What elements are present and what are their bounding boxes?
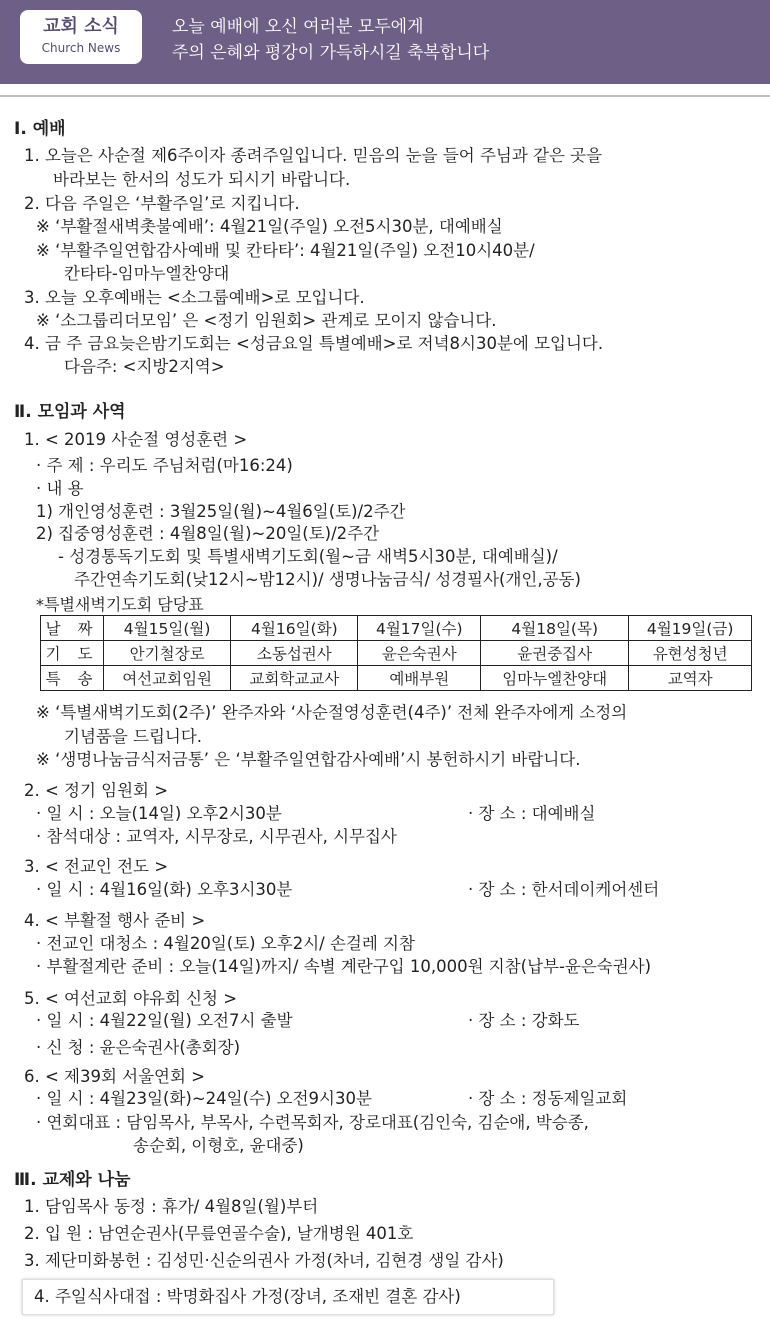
worship-item-2-note-2: ※ ‘부활주일연합감사예배 및 칸타타’: 4월21일(주일) 오전10시40분/ [36, 241, 535, 260]
badge-subtitle: Church News [41, 41, 121, 55]
worship-item-2-note-1: ※ ‘부활절새벽촛불예배’: 4월21일(주일) 오전5시30분, 대예배실 [36, 217, 503, 236]
gathering-note-1-cont: 기념품을 드립니다. [64, 727, 203, 746]
worship-item-1-cont: 바라보는 한서의 성도가 되시기 바랍니다. [53, 170, 351, 189]
fellowship-item-4: 4. 주일식사대접 : 박명화집사 가정(장녀, 조재빈 결혼 감사) [34, 1287, 461, 1306]
gathering-2-place: · 장 소 : 대예배실 [468, 804, 596, 823]
gathering-2-title: 2. < 정기 임원회 > [24, 781, 169, 800]
table-cell: 4월17일(수) [358, 616, 481, 641]
worship-item-4: 4. 금 주 금요늦은밤기도회는 <성금요일 특별예배>로 저녁8시30분에 모입니다. [24, 334, 604, 353]
gathering-4-item-b: · 부활절계란 준비 : 오늘(14일)까지/ 속별 계란구입 10,000원 지참(납부-윤은숙권사) [36, 957, 652, 976]
gathering-6-place: · 장 소 : 정동제일교회 [468, 1089, 628, 1108]
worship-item-4-cont: 다음주: <지방2지역> [64, 357, 225, 376]
table-cell: 임마누엘찬양대 [481, 666, 629, 691]
table-cell: 윤은숙권사 [358, 641, 481, 666]
header-banner [0, 0, 770, 84]
gathering-1-content-label: · 내 용 [36, 479, 84, 498]
gathering-3-time: · 일 시 : 4월16일(화) 오후3시30분 [36, 880, 293, 899]
gathering-1-title: 1. < 2019 사순절 영성훈련 > [24, 430, 248, 449]
header-divider [0, 95, 770, 97]
gathering-note-1: ※ ‘특별새벽기도회(2주)’ 완주자와 ‘사순절영성훈련(4주)’ 전체 완주자에게 소정의 [36, 703, 628, 722]
gathering-6-time: · 일 시 : 4월23일(화)~24일(수) 오전9시30분 [36, 1089, 372, 1108]
gathering-1-content-2-detail-cont: 주간연속기도회(낮12시~밤12시)/ 생명나눔금식/ 성경필사(개인,공동) [74, 570, 581, 589]
gathering-2-time: · 일 시 : 오늘(14일) 오후2시30분 [36, 804, 282, 823]
table-row-header: 특 송 [41, 666, 104, 691]
table-row-header: 날 짜 [41, 616, 104, 641]
worship-item-2-note-2-cont: 칸타타-임마누엘찬양대 [64, 264, 230, 283]
gathering-1-content-2-detail: - 성경통독기도회 및 특별새벽기도회(월~금 새벽5시30분, 대예배실)/ [58, 547, 558, 566]
gathering-1-content-1: 1) 개인영성훈련 : 3월25일(월)~4월6일(토)/2주간 [36, 502, 406, 521]
table-cell: 유현성청년 [629, 641, 752, 666]
section-gatherings-title: Ⅱ. 모임과 사역 [14, 402, 126, 422]
table-cell: 안기철장로 [104, 641, 231, 666]
badge-title: 교회 소식 [43, 16, 119, 37]
gathering-3-title: 3. < 전교인 전도 > [24, 857, 169, 876]
worship-item-2: 2. 다음 주일은 ‘부활주일’로 지킵니다. [24, 194, 300, 213]
table-cell: 예배부원 [358, 666, 481, 691]
gathering-5-time: · 일 시 : 4월22일(월) 오전7시 출발 [36, 1011, 293, 1030]
gathering-6-title: 6. < 제39회 서울연회 > [24, 1067, 206, 1086]
gathering-note-2: ※ ‘생명나눔금식저금통’ 은 ‘부활주일연합감사예배’시 봉헌하시기 바랍니다. [36, 750, 581, 769]
gathering-5-place: · 장 소 : 강화도 [468, 1011, 580, 1030]
fellowship-item-2: 2. 입 원 : 남연순권사(무릎연골수술), 날개병원 401호 [24, 1224, 414, 1243]
church-news-badge [20, 10, 142, 64]
table-cell: 교회학교교사 [231, 666, 358, 691]
table-cell: 교역자 [629, 666, 752, 691]
gathering-5-title: 5. < 여선교회 야유회 신청 > [24, 989, 238, 1008]
greeting-line-2: 주의 은혜와 평강이 가득하시길 축복합니다 [172, 43, 490, 63]
gathering-1-theme: · 주 제 : 우리도 주님처럼(마16:24) [36, 456, 293, 475]
gathering-1-content-2: 2) 집중영성훈련 : 4월8일(월)~20일(토)/2주간 [36, 524, 380, 543]
table-row-header: 기 도 [41, 641, 104, 666]
dawn-prayer-duty-table [40, 615, 752, 691]
gathering-6-representatives: · 연회대표 : 담임목사, 부목사, 수련목회자, 장로대표(김인숙, 김순애, 박승종, [36, 1113, 589, 1132]
table-cell: 4월15일(월) [104, 616, 231, 641]
gathering-6-representatives-cont: 송순회, 이형호, 윤대중) [133, 1136, 304, 1155]
fellowship-item-1: 1. 담임목사 동정 : 휴가/ 4월8일(월)부터 [24, 1197, 319, 1216]
table-cell: 4월16일(화) [231, 616, 358, 641]
table-cell: 4월19일(금) [629, 616, 752, 641]
section-worship-title: Ⅰ. 예배 [14, 119, 66, 139]
gathering-4-title: 4. < 부활절 행사 준비 > [24, 911, 206, 930]
table-cell: 4월18일(목) [481, 616, 629, 641]
gathering-3-place: · 장 소 : 한서데이케어센터 [468, 880, 660, 899]
section-fellowship-title: Ⅲ. 교제와 나눔 [14, 1170, 131, 1190]
gathering-4-item-a: · 전교인 대청소 : 4월20일(토) 오후2시/ 손걸레 지참 [36, 934, 415, 953]
table-cell: 여선교회임원 [104, 666, 231, 691]
worship-item-1: 1. 오늘은 사순절 제6주이자 종려주일입니다. 믿음의 눈을 들어 주님과 같은 곳을 [24, 146, 603, 165]
greeting-line-1: 오늘 예배에 오신 여러분 모두에게 [172, 17, 424, 37]
table-cell: 소동섭권사 [231, 641, 358, 666]
fellowship-item-3: 3. 제단미화봉헌 : 김성민·신순의권사 가정(차녀, 김현경 생일 감사) [24, 1251, 504, 1270]
gathering-2-attendees: · 참석대상 : 교역자, 시무장로, 시무권사, 시무집사 [36, 827, 397, 846]
table-row [41, 666, 752, 691]
duty-table-caption: *특별새벽기도회 담당표 [36, 595, 204, 614]
worship-item-3-note: ※ ‘소그룹리더모임’ 은 <정기 임원회> 관계로 모이지 않습니다. [36, 311, 497, 330]
table-row [41, 616, 752, 641]
table-cell: 윤권중집사 [481, 641, 629, 666]
gathering-5-apply: · 신 청 : 윤은숙권사(총회장) [36, 1038, 241, 1057]
worship-item-3: 3. 오늘 오후예배는 <소그룹예배>로 모입니다. [24, 288, 365, 307]
table-row [41, 641, 752, 666]
